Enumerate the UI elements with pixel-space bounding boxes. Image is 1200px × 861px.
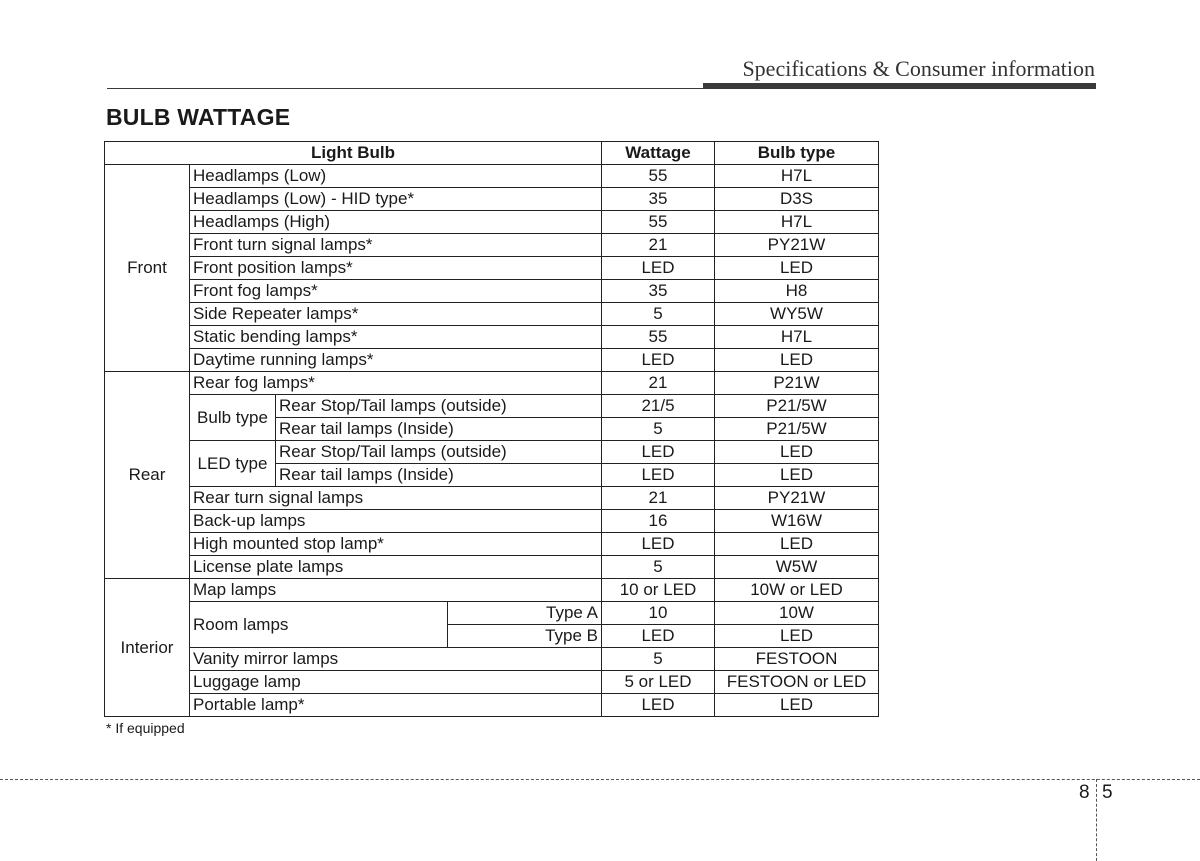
bulb-name: Headlamps (Low) bbox=[190, 165, 602, 188]
wattage-cell: LED bbox=[602, 441, 715, 464]
wattage-cell: 55 bbox=[602, 326, 715, 349]
header-thin-rule bbox=[107, 88, 703, 89]
table-row bbox=[105, 188, 879, 211]
wattage-cell: 5 bbox=[602, 418, 715, 441]
bulb-name: Daytime running lamps* bbox=[190, 349, 602, 372]
bulb-name: Portable lamp* bbox=[190, 694, 602, 717]
table-row bbox=[105, 257, 879, 280]
bulb-name: Rear fog lamps* bbox=[190, 372, 602, 395]
table-row bbox=[105, 441, 879, 464]
bulb-type-cell: PY21W bbox=[715, 487, 879, 510]
bulb-type-cell: LED bbox=[715, 625, 879, 648]
footer-divider bbox=[0, 779, 1200, 780]
header-wattage: Wattage bbox=[602, 142, 715, 165]
group-front: Front bbox=[105, 165, 190, 372]
bulb-type-cell: LED bbox=[715, 694, 879, 717]
table-row bbox=[105, 211, 879, 234]
bulb-type-cell: P21/5W bbox=[715, 418, 879, 441]
bulb-type-cell: 10W or LED bbox=[715, 579, 879, 602]
bulb-name: Vanity mirror lamps bbox=[190, 648, 602, 671]
bulb-name: Rear Stop/Tail lamps (outside) bbox=[276, 395, 602, 418]
header-bulb-type: Bulb type bbox=[715, 142, 879, 165]
subgroup-bulb-type: Bulb type bbox=[190, 395, 276, 441]
bulb-name: Rear tail lamps (Inside) bbox=[276, 418, 602, 441]
bulb-name: Rear turn signal lamps bbox=[190, 487, 602, 510]
bulb-type-cell: FESTOON or LED bbox=[715, 671, 879, 694]
wattage-cell: LED bbox=[602, 257, 715, 280]
table-row bbox=[105, 395, 879, 418]
table-row bbox=[105, 349, 879, 372]
bulb-type-cell: H7L bbox=[715, 165, 879, 188]
wattage-cell: 21 bbox=[602, 372, 715, 395]
wattage-cell: 35 bbox=[602, 280, 715, 303]
wattage-cell: LED bbox=[602, 625, 715, 648]
bulb-type-cell: H7L bbox=[715, 326, 879, 349]
room-type-a: Type A bbox=[448, 602, 602, 625]
bulb-type-cell: P21W bbox=[715, 372, 879, 395]
room-lamps-label: Room lamps bbox=[190, 602, 448, 648]
bulb-name: Back-up lamps bbox=[190, 510, 602, 533]
table-row bbox=[105, 326, 879, 349]
table-row bbox=[105, 510, 879, 533]
wattage-cell: LED bbox=[602, 694, 715, 717]
bulb-name: Front fog lamps* bbox=[190, 280, 602, 303]
bulb-name: Rear Stop/Tail lamps (outside) bbox=[276, 441, 602, 464]
table-row bbox=[105, 556, 879, 579]
bulb-name: Headlamps (Low) - HID type* bbox=[190, 188, 602, 211]
bulb-type-cell: PY21W bbox=[715, 234, 879, 257]
wattage-cell: 21/5 bbox=[602, 395, 715, 418]
section-title: BULB WATTAGE bbox=[106, 104, 291, 130]
bulb-type-cell: LED bbox=[715, 257, 879, 280]
bulb-type-cell: D3S bbox=[715, 188, 879, 211]
bulb-type-cell: LED bbox=[715, 464, 879, 487]
bulb-name: Front position lamps* bbox=[190, 257, 602, 280]
group-rear: Rear bbox=[105, 372, 190, 579]
running-header: Specifications & Consumer information bbox=[742, 56, 1095, 81]
wattage-cell: 10 bbox=[602, 602, 715, 625]
wattage-cell: 5 bbox=[602, 648, 715, 671]
table-row bbox=[105, 671, 879, 694]
bulb-type-cell: WY5W bbox=[715, 303, 879, 326]
wattage-cell: 5 bbox=[602, 303, 715, 326]
table-row bbox=[105, 280, 879, 303]
table-row bbox=[105, 579, 879, 602]
bulb-wattage-table bbox=[104, 141, 879, 717]
bulb-name: Luggage lamp bbox=[190, 671, 602, 694]
header-thick-rule bbox=[703, 83, 1096, 89]
bulb-name: Headlamps (High) bbox=[190, 211, 602, 234]
bulb-type-cell: W5W bbox=[715, 556, 879, 579]
table-row bbox=[105, 165, 879, 188]
wattage-cell: 21 bbox=[602, 234, 715, 257]
table-row bbox=[105, 648, 879, 671]
wattage-cell: 35 bbox=[602, 188, 715, 211]
bulb-type-cell: LED bbox=[715, 441, 879, 464]
table-row bbox=[105, 372, 879, 395]
table-row bbox=[105, 533, 879, 556]
table-row bbox=[105, 303, 879, 326]
table-row bbox=[105, 487, 879, 510]
bulb-name: Map lamps bbox=[190, 579, 602, 602]
bulb-type-cell: P21/5W bbox=[715, 395, 879, 418]
wattage-cell: 16 bbox=[602, 510, 715, 533]
room-type-b: Type B bbox=[448, 625, 602, 648]
wattage-cell: 5 bbox=[602, 556, 715, 579]
bulb-name: Front turn signal lamps* bbox=[190, 234, 602, 257]
wattage-cell: LED bbox=[602, 464, 715, 487]
wattage-cell: 55 bbox=[602, 211, 715, 234]
header-light-bulb: Light Bulb bbox=[105, 142, 602, 165]
chapter-number: 8 bbox=[1079, 782, 1090, 803]
bulb-name: High mounted stop lamp* bbox=[190, 533, 602, 556]
table-row bbox=[105, 694, 879, 717]
bulb-name: License plate lamps bbox=[190, 556, 602, 579]
page-number-divider bbox=[1096, 779, 1097, 861]
bulb-type-cell: H7L bbox=[715, 211, 879, 234]
wattage-cell: LED bbox=[602, 349, 715, 372]
wattage-cell: 10 or LED bbox=[602, 579, 715, 602]
page-number: 5 bbox=[1102, 782, 1113, 803]
bulb-name: Rear tail lamps (Inside) bbox=[276, 464, 602, 487]
group-interior: Interior bbox=[105, 579, 190, 717]
bulb-type-cell: FESTOON bbox=[715, 648, 879, 671]
wattage-cell: 55 bbox=[602, 165, 715, 188]
bulb-type-cell: W16W bbox=[715, 510, 879, 533]
subgroup-led-type: LED type bbox=[190, 441, 276, 487]
bulb-type-cell: LED bbox=[715, 349, 879, 372]
wattage-cell: LED bbox=[602, 533, 715, 556]
table-row bbox=[105, 234, 879, 257]
wattage-cell: 5 or LED bbox=[602, 671, 715, 694]
bulb-name: Side Repeater lamps* bbox=[190, 303, 602, 326]
bulb-type-cell: H8 bbox=[715, 280, 879, 303]
bulb-name: Static bending lamps* bbox=[190, 326, 602, 349]
footnote: * If equipped bbox=[106, 720, 185, 736]
bulb-type-cell: 10W bbox=[715, 602, 879, 625]
table-row bbox=[105, 602, 879, 625]
bulb-type-cell: LED bbox=[715, 533, 879, 556]
table-header-row bbox=[105, 142, 879, 165]
wattage-cell: 21 bbox=[602, 487, 715, 510]
